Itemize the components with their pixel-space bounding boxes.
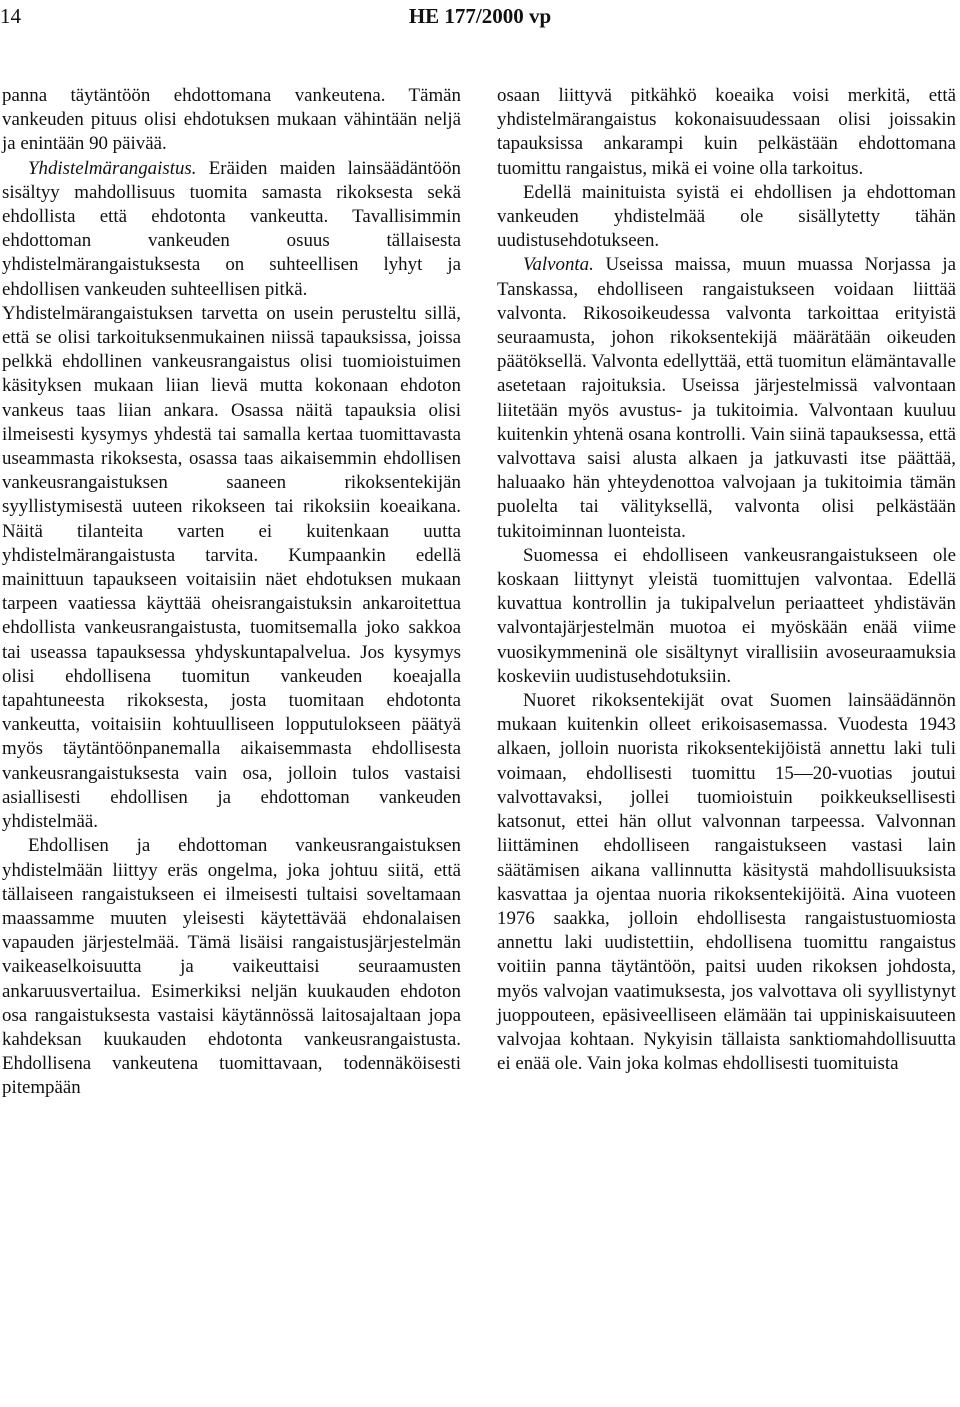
paragraph: osaan liittyvä pitkähkö koeaika voisi merkitä, että yhdistelmärangaistus kokonaisuudessaan olisi joissakin tapauksissa ankarampi kuin pelkästään ehdottomana tuomittu rangaistus, mikä ei voine olla tarkoitus. — [497, 85, 956, 179]
document-reference: HE 177/2000 vp — [408, 4, 552, 28]
page-header — [0, 0, 960, 38]
section-heading: Valvonta. — [523, 254, 594, 276]
page-number: 14 — [0, 4, 21, 28]
paragraph-yhdistelmarangaistus — [2, 157, 461, 302]
paragraph: Suomessa ei ehdolliseen vankeusrangaistukseen ole koskaan liittynyt yleistä tuomittujen valvontaa. Edellä kuvattua kontrollin ja tukipalvelun periaatteet yhdistävän valvontajärjestelmän muotoa ei myöskään enää viime vuosikymmeninä ole sisältynyt virallisiin avoseuraamuksia koskeviin uudistusehdotuksiin. — [497, 544, 956, 687]
paragraph-text: Eräiden maiden lainsäädäntöön sisältyy mahdollisuus tuomita samasta rikoksesta sekä ehdollista että ehdotonta vankeutta. Tavallisimmin ehdottoman vankeuden osuus tällaisesta yhdistelmärangaistuksesta on suhteellisen lyhyt ja ehdollisen vankeuden suhteellisen pitkä. — [2, 157, 461, 300]
paragraph: Ehdollisen ja ehdottoman vankeusrangaistuksen yhdistelmään liittyy eräs ongelma, joka johtuu siitä, että tällaiseen rangaistukseen ei ilmeisesti tultaisi soveltamaan maassamme muuten yleisesti käytettävää ehdonalaisen vapauden järjestelmää. Tämä lisäisi rangaistusjärjestelmän vaikeaselkoisuutta ja vaikeuttaisi seuraamusten ankaruusvertailua. Esimerkiksi neljän kuukauden ehdoton osa rangaistuksesta vastaisi käytännössä laitosajaltaan jopa kahdeksan kuukauden ehdotonta vankeusrangaistusta. Ehdollisena vankeutena tuomittavaan, todennäköisesti pitempään — [2, 835, 461, 1099]
section-heading: Yhdistelmärangaistus. — [28, 157, 197, 179]
paragraph-text: Useissa maissa, muun muassa Norjassa ja Tanskassa, ehdolliseen rangaistukseen voidaan liittää valvonta. Rikosoikeudessa valvonta tarkoittaa erityistä seuraamusta, johon rikoksentekijä määrätään oikeuden päätöksellä. Valvonta edellyttää, että tuomitun elämäntavalle asetetaan rajoituksia. Useissa järjestelmissä valvontaan liitetään myös avustus- ja tukitoimia. Valvontaan kuuluu kuitenkin yhtenä osana kontrolli. Vain siinä tapauksessa, että valvottava saisi alusta alkaen ja jatkuvasti itse päättää, haluaako hän yhteydenottoa valvojaan ja tukitoimia tämän puolelta tai välityksellä, valvonta olisi pelkästään tukitoiminnan luonteista. — [497, 254, 956, 542]
paragraph: Edellä mainituista syistä ei ehdollisen ja ehdottoman vankeuden yhdistelmää ole sisällytetty tähän uudistusehdotukseen. — [497, 181, 956, 252]
paragraph: Nuoret rikoksentekijät ovat Suomen lainsäädännön mukaan kuitenkin olleet erikoisasemassa. Vuodesta 1943 alkaen, jolloin nuorista rikoksentekijöistä annettu laki tuli voimaan, ehdollisesti tuomittu 15—20-vuotias joutui valvottavaksi, jollei tuomioistuin poikkeuksellisesti katsonut, ettei hän ollut valvonnan tarpeessa. Valvonnan liittäminen ehdolliseen rangaistukseen vastasi lain säätämisen aikana vallinnutta käsitystä mahdollisuuksista kasvattaa ja ojentaa nuoria rikoksentekijöitä. Aina vuoteen 1976 saakka, jolloin ehdollisesta rangaistustuomiosta annettu laki uudistettiin, ehdollisena tuomittu rangaistus voitiin panna täytäntöön, paitsi uuden rikoksen johdosta, myös valvojan vaatimuksesta, jos valvottava oli syyllistynyt juoppouteen, epäsiveelliseen elämään tai uppiniskaisuuteen valvojaa kohtaan. Nykyisin tällaista sanktiomahdollisuutta ei enää ole. Vain joka kolmas ehdollisesti tuomituista — [497, 690, 956, 1075]
paragraph-valvonta — [497, 253, 956, 543]
left-column — [2, 84, 461, 1101]
paragraph: panna täytäntöön ehdottomana vankeutena. Tämän vankeuden pituus olisi ehdotuksen mukaan vähintään neljä ja enintään 90 päivää. — [2, 85, 461, 155]
right-column — [497, 84, 956, 1076]
paragraph: Yhdistelmärangaistuksen tarvetta on usein perusteltu sillä, että se olisi tarkoituksenmukainen niissä tapauksissa, joissa pelkkä ehdollinen vankeusrangaistus olisi tuomioistuimen käsityksen mukaan liian lievä mutta kokonaan ehdoton vankeus taas liian ankara. Osassa näitä tapauksia olisi ilmeisesti kysymys yhdestä tai samalla kertaa tuomittavasta useammasta rikoksesta, osassa taas aikaisemmin ehdollisen vankeusrangaistuksen saaneen rikoksentekijän syyllistymisestä uuteen rikokseen tai rikoksiin koeaikana. Näitä tilanteita varten ei kuitenkaan uutta yhdistelmärangaistusta tarvita. Kumpaankin edellä mainittuun tapaukseen voitaisiin näet ehdotuksen mukaan tarpeen vaatiessa käyttää oheisrangaistuksin ankaroitettua ehdollista vankeusrangaistusta, tuomitsemalla joko sakkoa tai useassa tapauksessa yhdyskuntapalvelua. Jos kysymys olisi ehdollisena tuomitun vankeuden koeajalla tapahtuneesta rikoksesta, josta tuomitaan ehdotonta vankeutta, voitaisiin kohtuulliseen lopputulokseen päätyä myös täytäntöönpanemalla aikaisemmasta ehdollisesta vankeusrangaistuksesta vain osa, jolloin tulos vastaisi asiallisesti ehdollisen ja ehdottoman vankeuden yhdistelmää. — [2, 302, 461, 833]
